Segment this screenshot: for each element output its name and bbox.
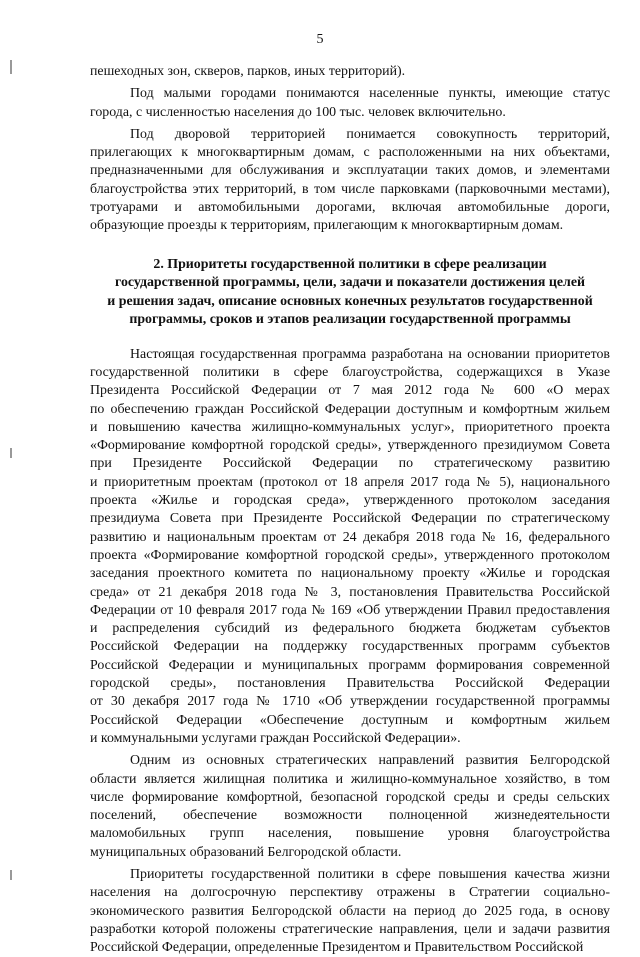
scan-margin-mark [10, 448, 12, 458]
paragraph [90, 346, 610, 749]
paragraph [90, 866, 610, 957]
text-line: и распределения субсидий из федерального бюджета бюджетам субъектов [90, 621, 610, 637]
text-line: образующие проезды к территориям, прилегающим к многоквартирным домам. [90, 218, 564, 234]
paragraph [90, 63, 610, 81]
text-line: Президента Российской Федерации от 7 мая 2012 года № 600 «О мерах [90, 383, 610, 399]
text-line: Приоритеты государственной политики в сфере повышения качества жизни [130, 866, 610, 882]
paragraph [90, 126, 610, 236]
text-line: Российской Федерации «Обеспечение доступным и комфортным жильем [90, 712, 610, 728]
text-line: Под дворовой территорией понимается совокупность территорий, [130, 126, 610, 142]
text-line: города, с численностью населения до 100 тыс. человек включительно. [90, 104, 506, 120]
text-line: и приоритетным проектам (протокол от 18 апреля 2017 года № 5), национального [90, 474, 610, 490]
text-line: от 30 декабря 2017 года № 1710 «Об утверждении государственной программы [90, 694, 610, 710]
heading-line: и решения задач, описание основных конечных результатов государственной [107, 293, 593, 309]
text-line: среда» от 21 декабря 2018 года № 3, постановления Правительства Российской [90, 584, 610, 600]
text-line: заседания проектного комитета по национальному проекту «Жилье и городская [90, 566, 610, 582]
text-line: проекта «Формирование комфортной городской среды», утвержденного протоколом [90, 547, 610, 563]
scan-margin-mark [10, 870, 12, 880]
paragraph [90, 85, 610, 122]
text-line: государственной политики в сфере благоустройства, содержащихся в Указе [90, 364, 610, 380]
paragraph [90, 752, 610, 862]
document-body [90, 63, 610, 957]
text-line: числе формирование комфортной, безопасной городской среды и среды сельских [90, 789, 610, 805]
heading-line: программы, сроков и этапов реализации государственной программы [129, 312, 571, 328]
text-line: Российской Федерации и муниципальных программ формирования современной [90, 657, 610, 673]
text-line: и повышению качества жилищно-коммунальных услуг», приоритетного проекта [90, 419, 610, 435]
text-line: Российской Федерации на поддержку государственных программ субъектов [90, 639, 610, 655]
text-line: Федерации от 10 февраля 2017 года № 169 «Об утверждении Правил предоставления [90, 602, 610, 618]
text-line: прилегающих к многоквартирным домам, с расположенными на них объектами, [90, 145, 610, 161]
text-line: предназначенными для обслуживания и эксплуатации таких домов, и элементами [90, 163, 610, 179]
text-line: президиума Совета при Президенте Российской Федерации по стратегическому [90, 511, 610, 527]
text-line: благоустройства этих территорий, в том числе парковками (парковочными местами), [90, 181, 610, 197]
text-line: маломобильных групп населения, повышение уровня благоустройства [90, 826, 610, 842]
heading-line: государственной программы, цели, задачи и показатели достижения целей [114, 275, 585, 291]
text-line: Настоящая государственная программа разработана на основании приоритетов [130, 346, 610, 362]
heading-line: 2. Приоритеты государственной политики в сфере реализации [153, 256, 547, 272]
text-line: экономического развития Белгородской области на период до 2025 года, в основу [90, 903, 610, 919]
text-line: Под малыми городами понимаются населенные пункты, имеющие статус [130, 86, 610, 102]
section-paragraphs [90, 346, 610, 957]
scan-margin-mark [10, 60, 12, 74]
text-line: по обеспечению граждан Российской Федерации доступным и комфортным жильем [90, 401, 610, 417]
text-line: разработки которой положены стратегические направления, цели и задачи развития [90, 921, 610, 937]
text-line: населения на долгосрочную перспективу отражены в Стратегии социально- [90, 885, 610, 901]
text-line: городской среды», постановления Правительства Российской Федерации [90, 676, 610, 692]
text-line: тротуарами и автомобильными дорогами, включая автомобильные дороги, [90, 200, 610, 216]
text-line: развитию и национальным проектам от 24 декабря 2018 года № 16, федерального [90, 529, 610, 545]
text-line: муниципальных образований Белгородской области. [90, 844, 402, 860]
text-line: Одним из основных стратегических направлений развития Белгородской [130, 753, 610, 769]
text-line: и коммунальными услугами граждан Российской Федерации». [90, 730, 461, 746]
text-line: проекта «Жилье и городская среда», утвержденного протоколом заседания [90, 493, 610, 509]
text-line: поселений, обеспечение возможности полноценной жизнедеятельности [90, 808, 610, 824]
page-number: 5 [316, 32, 324, 47]
intro-paragraphs [90, 63, 610, 236]
section-heading [90, 256, 610, 330]
text-line: Российской Федерации, определенные Президентом и Правительством Российской [90, 940, 584, 956]
text-line: области является жилищная политика и жилищно-коммунальное хозяйство, в том [90, 771, 610, 787]
text-line: при Президенте Российской Федерации по стратегическому развитию [90, 456, 610, 472]
text-line: «Формирование комфортной городской среды», утвержденного президиумом Совета [90, 438, 610, 454]
text-line: пешеходных зон, скверов, парков, иных территорий). [90, 64, 406, 79]
